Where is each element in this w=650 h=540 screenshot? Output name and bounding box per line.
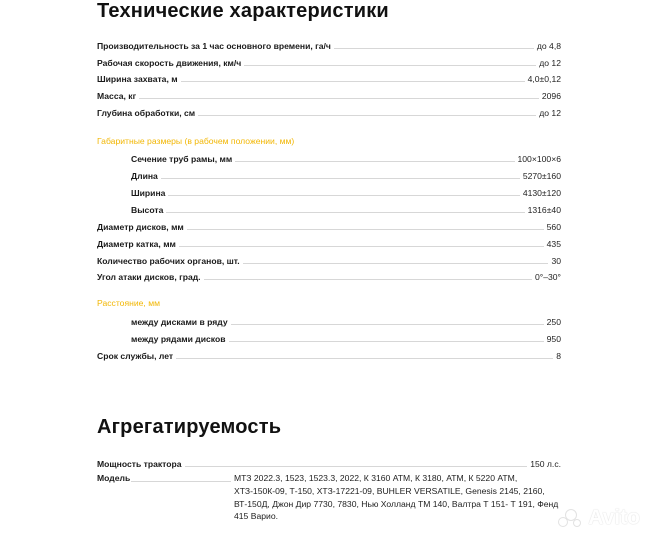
distance-heading: Расстояние, мм [97, 298, 161, 308]
spec-row-productivity [97, 37, 561, 51]
leader-line [181, 80, 525, 82]
leader-line [131, 481, 231, 482]
spec-value: до 12 [539, 108, 561, 118]
spec-label: Мощность трактора [97, 459, 182, 469]
avito-watermark [558, 506, 640, 530]
spec-label: Диаметр катка, мм [97, 239, 176, 249]
spec-value: 250 [546, 317, 561, 327]
dimensions-heading: Габаритные размеры (в рабочем положении, мм) [97, 136, 295, 146]
spec-label: Ширина захвата, м [97, 74, 178, 84]
spec-row-tractor-power [97, 455, 561, 469]
spec-row-frame-section [131, 150, 561, 164]
leader-line [235, 160, 514, 162]
spec-label: Угол атаки дисков, град. [97, 272, 201, 282]
spec-label: Количество рабочих органов, шт. [97, 256, 240, 266]
avito-logo-icon [558, 507, 584, 529]
leader-line [166, 211, 524, 213]
spec-label: между рядами дисков [131, 334, 226, 344]
spec-value: 8 [556, 351, 561, 361]
spec-row-mass [97, 87, 561, 101]
leader-line [334, 47, 534, 49]
spec-value: до 4,8 [536, 41, 561, 51]
spec-value: 2096 [541, 91, 561, 101]
spec-label: Диаметр дисков, мм [97, 222, 184, 232]
spec-value: 950 [546, 334, 561, 344]
spec-value: 30 [551, 256, 561, 266]
leader-line [139, 97, 539, 99]
spec-value: 150 л.с. [530, 459, 561, 469]
spec-value: МТЗ 2022.3, 1523, 1523.3, 2022, К 3160 АТМ, К 3180, АТМ, К 5220 АТМ, ХТЗ-150К-09, Т-150, ХТЗ-17221-09, BUHLER VERSATILE, Genesis 2145, 2160, ВТ-150Д, Джон Дир 7730, 7830, Нью Холланд ТМ 140, Валтра Т 151- Т 191, Фенд 415 Варио. [234, 473, 559, 522]
spec-row-overall-width [131, 184, 561, 198]
spec-value: до 12 [539, 58, 561, 68]
spec-label: Ширина [131, 188, 166, 198]
spec-row-working-bodies [97, 252, 561, 266]
leader-line [176, 357, 553, 359]
spec-label: Масса, кг [97, 91, 137, 101]
spec-label: Глубина обработки, см [97, 108, 196, 118]
leader-line [185, 465, 528, 467]
spec-row-disc-diameter [97, 218, 561, 232]
spec-value: 5270±160 [522, 171, 561, 181]
spec-value: 0°–30° [535, 272, 561, 282]
spec-row-width [97, 70, 561, 84]
leader-line [244, 64, 536, 66]
spec-label: Сечение труб рамы, мм [131, 154, 233, 164]
spec-label: Рабочая скорость движения, км/ч [97, 58, 242, 68]
spec-label: Длина [131, 171, 158, 181]
spec-row-depth [97, 104, 561, 118]
spec-value: 4,0±0,12 [527, 74, 561, 84]
spec-value: 1316±40 [527, 205, 561, 215]
spec-row-speed [97, 54, 561, 68]
leader-line [243, 262, 549, 264]
spec-row-service-life [97, 347, 561, 361]
spec-value: 100×100×6 [517, 154, 561, 164]
leader-line [229, 340, 544, 342]
tech-specs-title: Технические характеристики [97, 0, 389, 22]
compatibility-title: Агрегатируемость [97, 416, 282, 438]
spec-label: Высота [131, 205, 164, 215]
spec-row-roller-diameter [97, 235, 561, 249]
spec-label: Модель [97, 473, 131, 483]
spec-value: 435 [546, 239, 561, 249]
spec-row-disc-spacing [131, 313, 561, 327]
spec-value: 4130±120 [522, 188, 561, 198]
spec-value: 560 [546, 222, 561, 232]
spec-label: Производительность за 1 час основного времени, га/ч [97, 41, 331, 51]
avito-wordmark: Avito [588, 506, 640, 529]
leader-line [168, 194, 519, 196]
spec-row-length [131, 167, 561, 181]
spec-row-row-spacing [131, 330, 561, 344]
leader-line [179, 245, 544, 247]
leader-line [161, 177, 520, 179]
spec-row-height [131, 201, 561, 215]
leader-line [187, 228, 544, 230]
spec-label: между дисками в ряду [131, 317, 228, 327]
leader-line [231, 323, 544, 325]
leader-line [204, 278, 532, 280]
spec-row-attack-angle [97, 268, 561, 282]
leader-line [198, 114, 536, 116]
spec-label: Срок службы, лет [97, 351, 174, 361]
